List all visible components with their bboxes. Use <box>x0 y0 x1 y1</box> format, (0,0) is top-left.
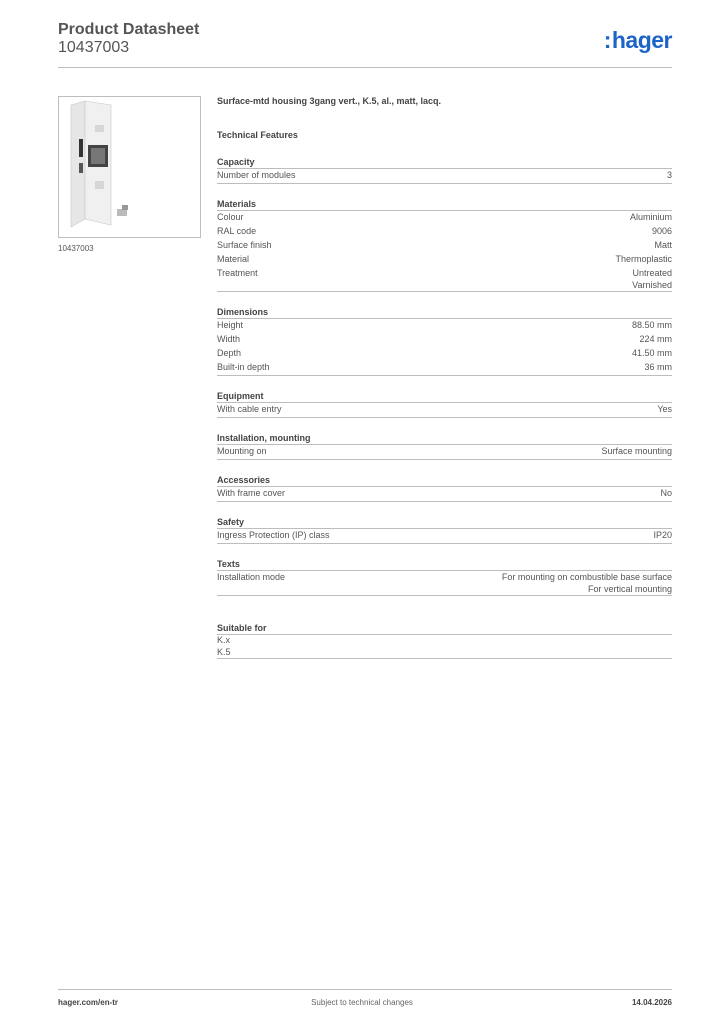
footer-date: 14.04.2026 <box>631 998 672 1007</box>
spec-label: Built-in depth <box>217 362 270 372</box>
spec-row <box>217 239 672 253</box>
footer-website-link[interactable]: hager.com/en-tr <box>58 998 119 1007</box>
section-title: Texts <box>217 558 672 571</box>
section-title: Installation, mounting <box>217 432 672 445</box>
section-safety <box>217 516 672 544</box>
section-accessories <box>217 474 672 502</box>
spec-row <box>217 225 672 239</box>
spec-value: 3 <box>666 170 672 180</box>
spec-value: Untreated Varnished <box>632 268 672 290</box>
spec-label: With cable entry <box>217 404 282 414</box>
section-texts <box>217 558 672 596</box>
section-title: Accessories <box>217 474 672 487</box>
spec-row <box>217 319 672 333</box>
spec-label: Treatment <box>217 268 258 278</box>
spec-value: 9006 <box>651 226 672 236</box>
technical-features-title: Technical Features <box>217 130 298 140</box>
spec-value: 36 mm <box>644 362 672 372</box>
section-title: Materials <box>217 198 672 211</box>
spec-value: IP20 <box>653 530 672 540</box>
spec-label: Surface finish <box>217 240 272 250</box>
spec-row <box>217 403 672 418</box>
spec-label: Ingress Protection (IP) class <box>217 530 330 540</box>
spec-row <box>217 529 672 544</box>
hager-logo <box>604 29 672 52</box>
spec-label: Height <box>217 320 244 330</box>
section-title: Capacity <box>217 156 672 169</box>
spec-row <box>217 487 672 502</box>
suitable-item: K.x <box>217 635 231 645</box>
spec-label: Mounting on <box>217 446 267 456</box>
spec-row <box>217 169 672 184</box>
section-title: Suitable for <box>217 622 672 635</box>
spec-row <box>217 445 672 460</box>
logo-text: hager <box>611 27 672 53</box>
section-dimensions <box>217 306 672 376</box>
spec-label: Installation mode <box>217 572 286 582</box>
spec-label: Material <box>217 254 250 264</box>
spec-row <box>217 361 672 376</box>
spec-value: Thermoplastic <box>615 254 672 264</box>
spec-row <box>217 571 672 596</box>
section-title: Safety <box>217 516 672 529</box>
product-housing-illustration <box>59 97 200 237</box>
footer-notice: Subject to technical changes <box>311 998 413 1007</box>
product-description: Surface-mtd housing 3gang vert., K.5, al., matt, lacq. <box>217 96 442 106</box>
product-code: 10437003 <box>58 39 130 56</box>
section-capacity <box>217 156 672 184</box>
spec-label: With frame cover <box>217 488 286 498</box>
spec-value: Surface mounting <box>601 446 672 456</box>
spec-label: RAL code <box>217 226 257 236</box>
spec-value: 224 mm <box>639 334 672 344</box>
spec-label: Colour <box>217 212 244 222</box>
spec-row <box>217 211 672 225</box>
product-image <box>58 96 201 238</box>
spec-row <box>217 333 672 347</box>
datasheet-content <box>217 96 672 659</box>
section-title: Equipment <box>217 390 672 403</box>
page-title: Product Datasheet <box>58 21 200 38</box>
spec-value: For mounting on combustible base surface For vertical mounting <box>501 572 672 594</box>
section-title: Dimensions <box>217 306 672 319</box>
logo-prefix: : <box>603 27 611 53</box>
spec-row <box>217 267 672 292</box>
suitable-item: K.5 <box>217 647 672 660</box>
header-divider <box>58 67 672 68</box>
spec-row <box>217 347 672 361</box>
spec-value: 88.50 mm <box>631 320 672 330</box>
spec-value: 41.50 mm <box>631 348 672 358</box>
spec-label: Number of modules <box>217 170 296 180</box>
spec-value: Aluminium <box>629 212 672 222</box>
image-caption: 10437003 <box>58 244 94 253</box>
spec-label: Width <box>217 334 241 344</box>
spec-row <box>217 253 672 267</box>
spec-value: No <box>660 488 672 498</box>
section-suitable-for <box>217 622 672 659</box>
section-materials <box>217 198 672 292</box>
footer-divider <box>58 989 672 990</box>
section-installation <box>217 432 672 460</box>
spec-value: Matt <box>654 240 672 250</box>
section-equipment <box>217 390 672 418</box>
spec-value: Yes <box>657 404 672 414</box>
spec-label: Depth <box>217 348 242 358</box>
